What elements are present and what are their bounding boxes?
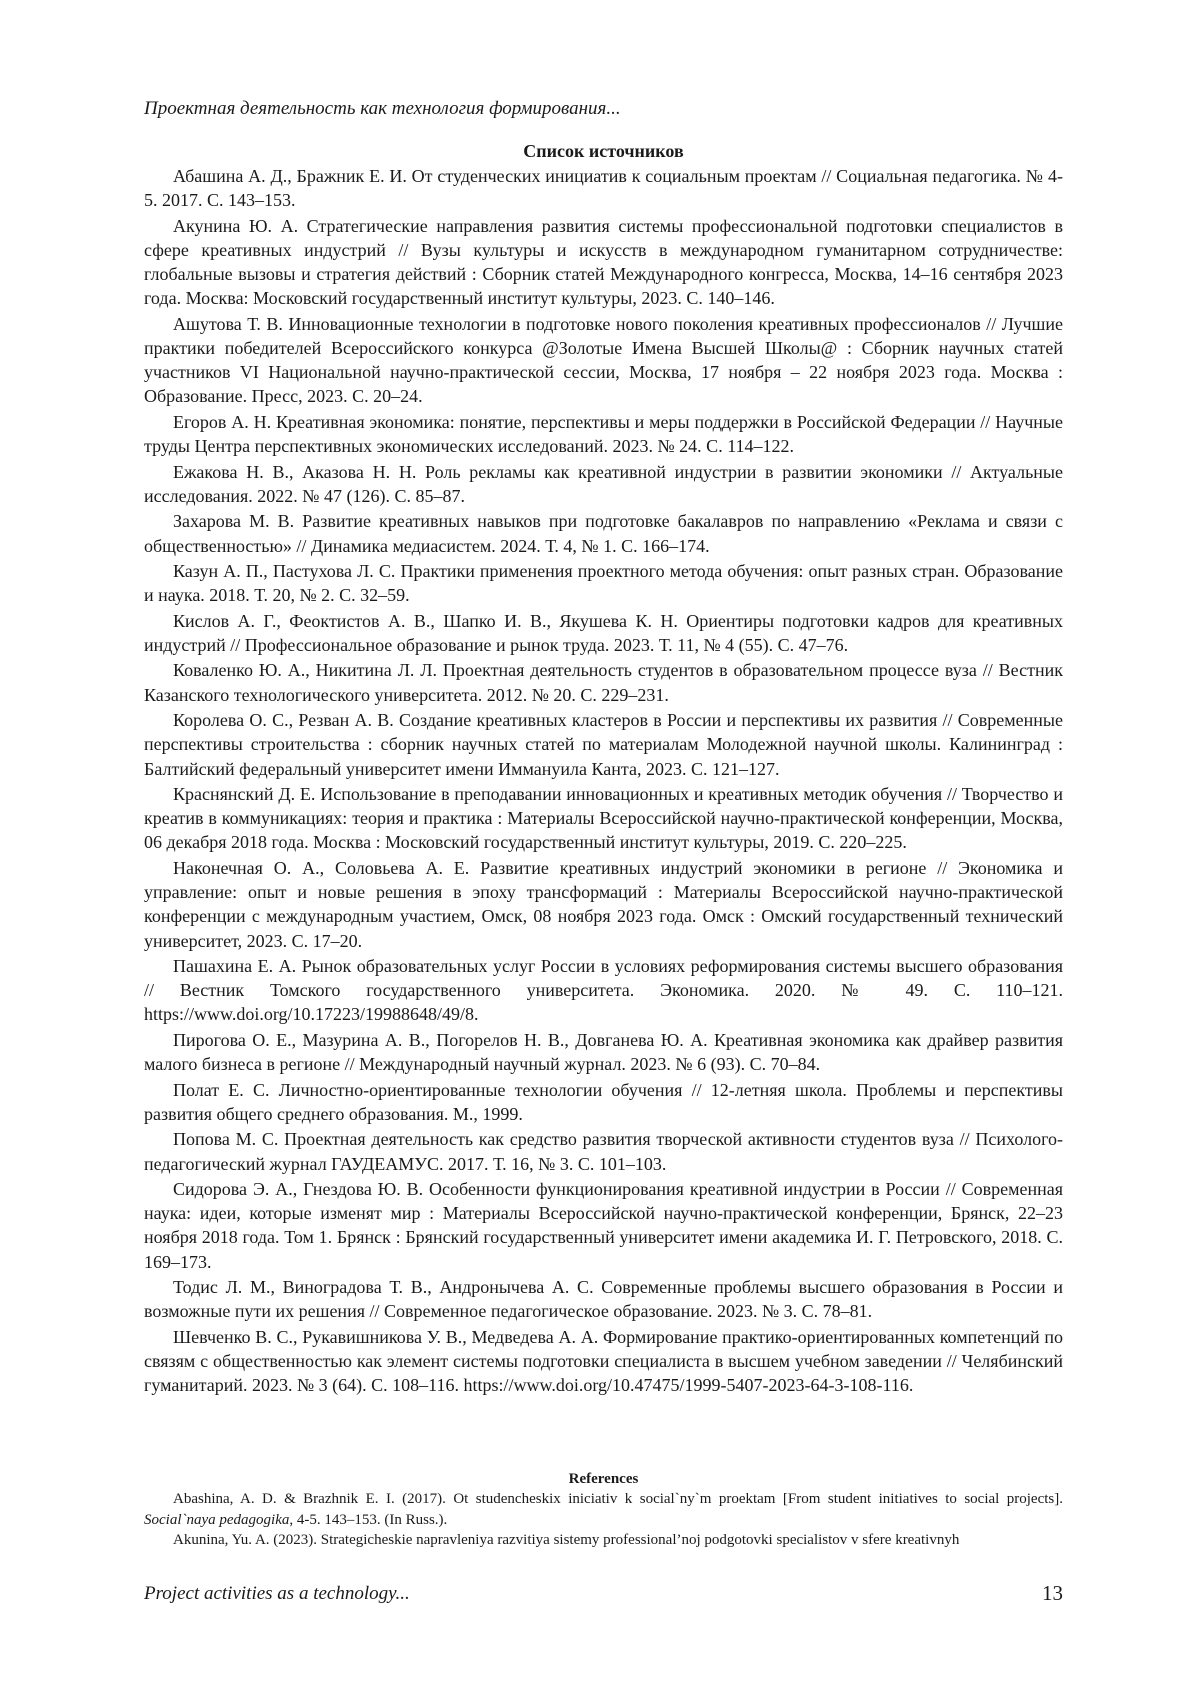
source-item: Казун А. П., Пастухова Л. С. Практики применения проектного метода обучения: опыт разных стран. Образование и наука. 2018. Т. 20, № 2. С. 32–59. [144, 561, 1063, 606]
running-footer: Project activities as a technology... [144, 1583, 410, 1604]
source-item: Ашутова Т. В. Инновационные технологии в подготовке нового поколения креативных профессионалов // Лучшие практики победителей Всероссийского конкурса @Золотые Имена Высшей Школы@ : Сборник научных статей участников VI Национальной научно-практической сессии, Москва, 17 ноября – 22 ноября 2023 года. Москва : Образование. Пресс, 2023. С. 20–24. [144, 313, 1063, 407]
source-item: Королева О. С., Резван А. В. Создание креативных кластеров в России и перспективы их развития // Современные перспективы строительства : сборник научных статей по материалам Молодежной научной школы. Калининград : Балтийский федеральный университет имени Иммануила Канта, 2023. С. 121–127. [144, 710, 1063, 779]
reference-text: Akunina, Yu. A. (2023). Strategicheskie napravleniya razvitiya sistemy professional’noj podgotovki specialistov v sfere kreativnyh [173, 1532, 960, 1548]
source-item: Наконечная О. А., Соловьева А. Е. Развитие креативных индустрий экономики в регионе // Экономика и управление: опыт и новые решения в эпоху трансформаций : Материалы Всероссийской научно-практической конференции с международным участием, Омск, 08 ноября 2023 года. Омск : Омский государственный технический университет, 2023. С. 17–20. [144, 857, 1063, 951]
source-item: Шевченко В. С., Рукавишникова У. В., Медведева А. А. Формирование практико-ориентированных компетенций по связям с общественностью как элемент системы подготовки специалиста в высшем учебном заведении // Челябинский гуманитарий. 2023. № 3 (64). С. 108–116. https://www.doi.org/10.47475/1999-5407-2023-64-3-108-116. [144, 1326, 1063, 1396]
reference-text: Abashina, A. D. & Brazhnik E. I. (2017). Ot studencheskix iniciativ k social`ny`m proektam [From student initiatives to social projects]. [173, 1491, 1063, 1507]
source-item: Краснянский Д. Е. Использование в преподавании инновационных и креативных методик обучения // Творчество и креатив в коммуникациях: теория и практика : Материалы Всероссийской научно-практической конференции, Москва, 06 декабря 2018 года. Москва : Московский государственный институт культуры, 2019. С. 220–225. [144, 784, 1063, 853]
source-item: Пирогова О. Е., Мазурина А. В., Погорелов Н. В., Довганева Ю. А. Креативная экономика как драйвер развития малого бизнеса в регионе // Международный научный журнал. 2023. № 6 (93). С. 70–84. [144, 1029, 1063, 1075]
reference-text: , 4-5. 143–153. (In Russ.). [289, 1511, 448, 1528]
source-item: Тодис Л. М., Виноградова Т. В., Андронычева А. С. Современные проблемы высшего образования в России и возможные пути их решения // Современное педагогическое образование. 2023. № 3. С. 78–81. [144, 1277, 1063, 1322]
running-header: Проектная деятельность как технология формирования... [144, 98, 621, 119]
reference-item [144, 1530, 1063, 1551]
sources-list [144, 164, 1063, 1399]
source-item: Кислов А. Г., Феоктистов А. В., Шапко И. В., Якушева К. Н. Ориентиры подготовки кадров для креативных индустрий // Профессиональное образование и рынок труда. 2023. Т. 11, № 4 (55). С. 47–76. [144, 610, 1063, 655]
reference-journal: Social`naya pedagogika [144, 1511, 290, 1528]
source-item: Полат Е. С. Личностно-ориентированные технологии обучения // 12-летняя школа. Проблемы и перспективы развития общего среднего образования. М., 1999. [144, 1079, 1063, 1124]
source-item: Попова М. С. Проектная деятельность как средство развития творческой активности студентов вуза // Психолого-педагогический журнал ГАУДЕАМУС. 2017. Т. 16, № 3. С. 101–103. [144, 1129, 1063, 1174]
reference-item [144, 1489, 1063, 1530]
source-item: Коваленко Ю. А., Никитина Л. Л. Проектная деятельность студентов в образовательном процессе вуза // Вестник Казанского технологического университета. 2012. № 20. С. 229–231. [144, 660, 1063, 705]
source-item: Абашина А. Д., Бражник Е. И. От студенческих инициатив к социальным проектам // Социальная педагогика. № 4-5. 2017. С. 143–153. [144, 166, 1063, 211]
references-list [144, 1489, 1063, 1551]
source-item: Пашахина Е. А. Рынок образовательных услуг России в условиях реформирования системы высшего образования // Вестник Томского государственного университета. Экономика. 2020. № 49. С. 110–121. https://www.doi.org/10.17223/19988648/49/8. [144, 956, 1063, 1025]
sources-heading: Список источников [523, 141, 684, 161]
source-item: Ежакова Н. В., Аказова Н. Н. Роль рекламы как креативной индустрии в развитии экономики // Актуальные исследования. 2022. № 47 (126). С. 85–87. [144, 461, 1063, 506]
references-heading: References [568, 1471, 639, 1487]
source-item: Сидорова Э. А., Гнездова Ю. В. Особенности функционирования креативной индустрии в России // Современная наука: идеи, которые изменят мир : Материалы Всероссийской научно-практической конференции, Брянск, 22–23 ноября 2018 года. Том 1. Брянск : Брянский государственный университет имени академика И. Г. Петровского, 2018. С. 169–173. [144, 1179, 1063, 1272]
journal-page [144, 0, 1063, 1697]
page-number: 13 [1042, 1581, 1063, 1605]
source-item: Егоров А. Н. Креативная экономика: понятие, перспективы и меры поддержки в Российской Федерации // Научные труды Центра перспективных экономических исследований. 2023. № 24. С. 114–122. [144, 411, 1063, 457]
source-item: Захарова М. В. Развитие креативных навыков при подготовке бакалавров по направлению «Реклама и связи с общественностью» // Динамика медиасистем. 2024. Т. 4, № 1. С. 166–174. [144, 511, 1063, 556]
source-item: Акунина Ю. А. Стратегические направления развития системы профессиональной подготовки специалистов в сфере креативных индустрий // Вузы культуры и искусств в международном гуманитарном сотрудничестве: глобальные вызовы и стратегия действий : Сборник статей Международного конгресса, Москва, 14–16 сентября 2023 года. Москва: Московский государственный институт культуры, 2023. С. 140–146. [144, 215, 1063, 309]
